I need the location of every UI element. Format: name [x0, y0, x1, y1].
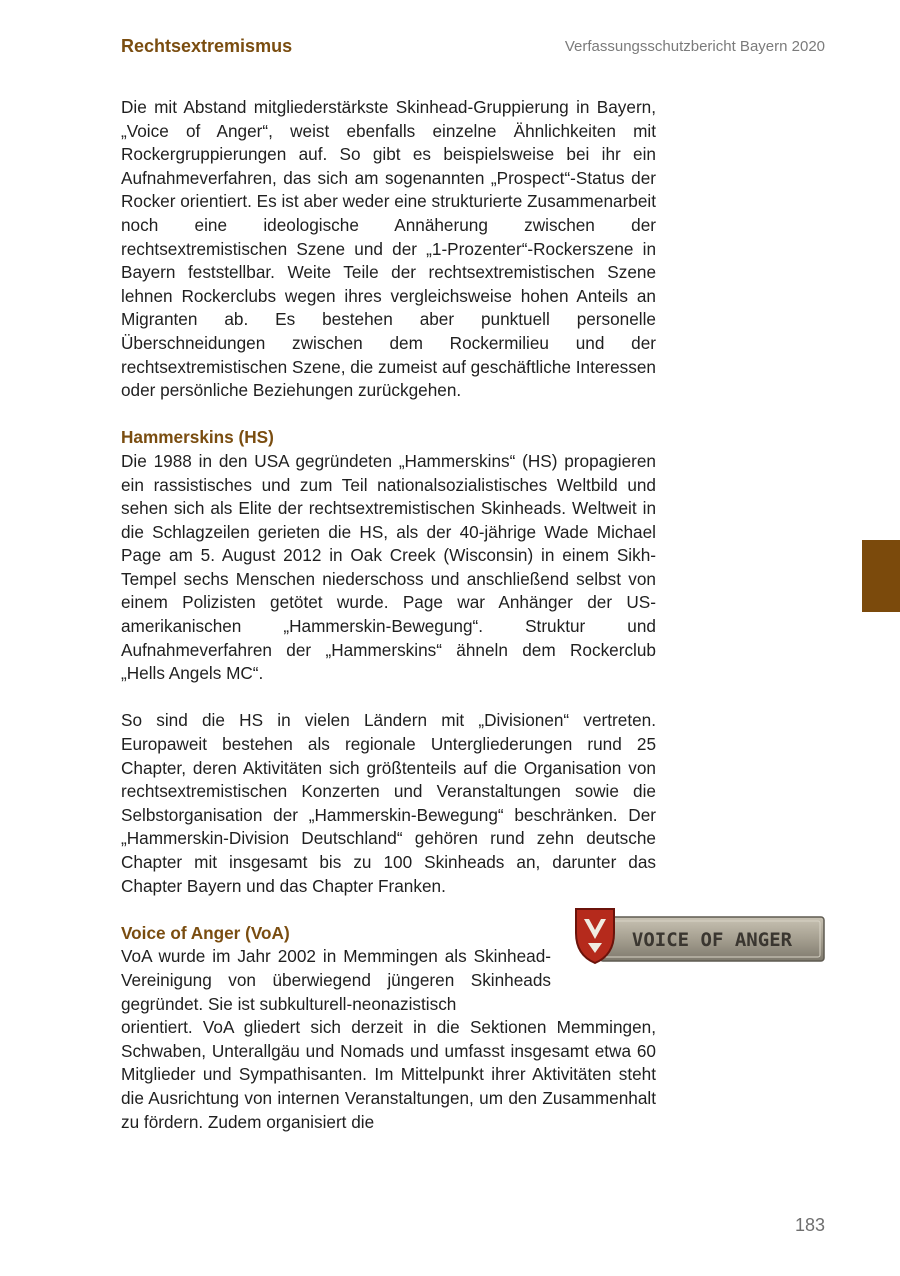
page-number: 183: [794, 1215, 825, 1235]
voice-of-anger-logo: [570, 905, 826, 967]
chapter-tab-marker: [862, 540, 900, 612]
voa-heading: Voice of Anger (VoA): [121, 922, 290, 943]
voice-of-anger-logo-lettering: VOICE OF ANGER: [631, 929, 793, 951]
hammerskins-paragraph-1: Die 1988 in den USA gegründeten „Hammerskins“ (HS) propagieren ein rassistisches und zum Teil nationalsozialistisches Weltbild und sehen sich als Elite der rechtsextremistischen Skinheads. Weltweit in die Schlagzeilen gerieten die HS, als der 40-jährige Wade Michael Page am 5. August 2012 in Oak Creek (Wisconsin) in einem Sikh-Tempel sechs Menschen niederschoss und anschließend selbst von einem Polizisten getötet wurde. Page war Anhänger der US-amerikanischen „Hammerskin-Bewegung“. Struktur und Aufnahmeverfahren der „Hammerskins“ ähneln dem Rockerclub „Hells Angels MC“.: [121, 450, 656, 684]
running-header-publication: Verfassungsschutzbericht Bayern 2020: [564, 38, 825, 55]
voa-paragraph-wrapped: VoA wurde im Jahr 2002 in Memmingen als Skinhead-Vereinigung von überwiegend jüngeren Skinheads gegründet. Sie ist subkulturell-neonazistisch: [121, 946, 551, 1014]
running-header-section: Rechtsextremismus: [121, 36, 293, 56]
main-content: [121, 96, 656, 1134]
hammerskins-heading: Hammerskins (HS): [121, 427, 274, 448]
hammerskins-paragraph-2: So sind die HS in vielen Ländern mit „Divisionen“ vertreten. Europaweit bestehen als regionale Untergliederungen rund 25 Chapter, deren Aktivitäten sich größtenteils auf die Organisation von rechtsextremistischen Konzerten und Veranstaltungen sowie die Selbstorganisation der „Hammerskin-Bewegung“ beschränken. Der „Hammerskin-Division Deutschland“ gehören rund zehn deutsche Chapter mit insgesamt bis zu 100 Skinheads an, darunter das Chapter Bayern und das Chapter Franken.: [121, 710, 656, 896]
intro-paragraph: Die mit Abstand mitgliederstärkste Skinhead-Gruppierung in Bayern, „Voice of Anger“, weist ebenfalls einzelne Ähnlichkeiten mit Rockergruppierungen auf. So gibt es beispielsweise bei ihr ein Aufnahmeverfahren, das sich am sogenannten „Prospect“-Status der Rocker orientiert. Es ist aber weder eine strukturierte Zusammenarbeit noch eine ideologische Annäherung zwischen der rechtsextremistischen Szene und der „1-Prozenter“-Rockerszene in Bayern feststellbar. Weite Teile der rechtsextremistischen Szene lehnen Rockerclubs wegen ihres vergleichsweise hohen Anteils an Migranten ab. Es bestehen aber punktuell personelle Überschneidungen zwischen dem Rockermilieu und der rechtsextremistischen Szene, die zumeist auf geschäftliche Interessen oder persönliche Beziehungen zurückgehen.: [121, 97, 656, 401]
voa-paragraph-continued: orientiert. VoA gliedert sich derzeit in die Sektionen Memmingen, Schwaben, Unterallgäu und Nomads und umfasst insgesamt etwa 60 Mitglieder und Sympathisanten. Im Mittelpunkt ihrer Aktivitäten steht die Ausrichtung von internen Veranstaltungen, um den Zusammenhalt zu fördern. Zudem organisiert die: [121, 1017, 656, 1132]
